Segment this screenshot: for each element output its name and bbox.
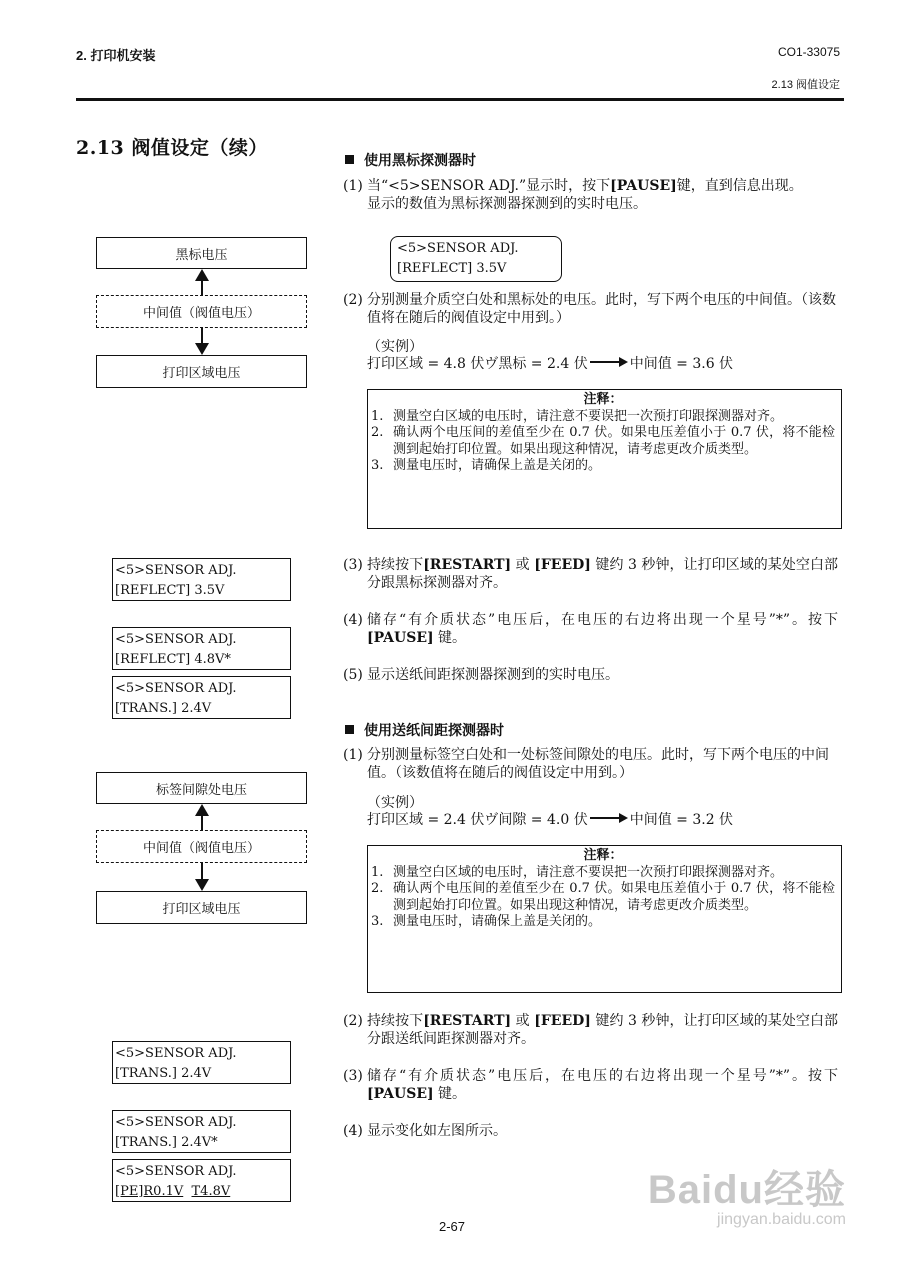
arrow-right-icon: [590, 813, 628, 823]
arrow-down-icon: [195, 328, 209, 355]
step-text: 显示送纸间距探测器探测到的实时电压。: [367, 667, 619, 683]
step-number: (4): [343, 1123, 363, 1139]
arrow-up-icon: [195, 269, 209, 295]
step-number: (1): [343, 178, 363, 194]
key-name: [FEED]: [534, 557, 591, 573]
part2-heading: [345, 720, 504, 740]
step-number: (3): [343, 1068, 363, 1084]
part1-heading: [345, 150, 476, 170]
part1-heading-text: 使用黑标探测器时: [364, 153, 476, 169]
watermark-brand: Baidu经验: [647, 1168, 846, 1212]
notes-title: 注释：: [583, 848, 623, 863]
note-text: 测量空白区域的电压时，请注意不要误把一次预打印跟探测器对齐。: [393, 864, 784, 880]
lcd-display: [112, 1159, 291, 1202]
step-number: (3): [343, 557, 363, 573]
step-text: 当“<5>SENSOR ADJ.”显示时，按下: [367, 178, 611, 194]
part2-step4: [343, 1122, 838, 1140]
lcd-display: [112, 676, 291, 719]
part1-step2: [343, 291, 838, 327]
header-rule: [76, 98, 844, 101]
step-text: 键。: [433, 1086, 467, 1102]
example-label: （实例）: [367, 795, 423, 811]
part1-step3: [343, 556, 838, 592]
step-text: 储存“有介质状态”电压后，在电压的右边将出现一个星号”*”。按下: [367, 612, 838, 628]
note-item: [371, 881, 835, 914]
lcd-display: [112, 627, 291, 670]
step-text: 显示变化如左图所示。: [367, 1123, 507, 1139]
part2-step1: [343, 746, 838, 782]
note-text: 确认两个电压间的差值至少在 0.7 伏。如果电压差值小于 0.7 伏，将不能检测到起始打印位置。如果出现这种情况，请考虑更改介质类型。: [393, 425, 835, 457]
example-right: 中间值 = 3.6 伏: [629, 356, 734, 372]
diagram1-middle-box: 中间值（阀值电压）: [96, 295, 307, 328]
lcd-line: <5>SENSOR ADJ.: [115, 1046, 237, 1061]
arrow-up-icon: [195, 804, 209, 830]
lcd-display-main: [390, 236, 562, 282]
note-item: [371, 865, 835, 882]
key-name: [PAUSE]: [610, 178, 677, 194]
step-text: 键约 3 秒钟，让打印区域的某处空白部分跟黑标探测器对齐。: [367, 557, 838, 591]
lcd-segment: T4.8V: [191, 1184, 231, 1199]
lcd-line: [REFLECT] 4.8V*: [115, 652, 231, 667]
note-number: 2.: [371, 425, 384, 440]
lcd-line: <5>SENSOR ADJ.: [397, 241, 519, 256]
key-name: [PAUSE]: [367, 630, 434, 646]
step-text: 键，直到信息出现。: [676, 178, 803, 194]
note-number: 2.: [371, 881, 384, 896]
watermark-url: jingyan.baidu.com: [717, 1211, 846, 1228]
step-text: 持续按下: [367, 1013, 424, 1029]
note-item: [371, 914, 835, 931]
example-left: 打印区域 = 2.4 伏ヴ间隙 = 4.0 伏: [367, 812, 588, 828]
example-left: 打印区域 = 4.8 伏ヴ黑标 = 2.4 伏: [367, 356, 588, 372]
note-number: 3.: [371, 458, 384, 473]
step-text: 分别测量标签空白处和一处标签间隙处的电压。此时，写下两个电压的中间值。（该数值将在随后的阀值设定中用到。）: [367, 747, 829, 781]
part2-step2: [343, 1012, 838, 1048]
note-number: 3.: [371, 914, 384, 929]
lcd-line: <5>SENSOR ADJ.: [115, 563, 237, 578]
arrow-down-icon: [195, 863, 209, 891]
section-title: 2.13 阀值设定（续）: [76, 137, 268, 159]
note-number: 1.: [371, 864, 384, 880]
lcd-line: [REFLECT] 3.5V: [115, 583, 225, 598]
bullet-square-icon: [345, 725, 354, 734]
lcd-line: <5>SENSOR ADJ.: [115, 632, 237, 647]
lcd-line: [REFLECT] 3.5V: [397, 261, 507, 276]
step-number: (5): [343, 667, 363, 683]
page-number: 2-67: [438, 1219, 466, 1234]
step-text: 显示的数值为黑标探测器探测到的实时电压。: [367, 196, 647, 212]
example-line: [367, 353, 733, 373]
notes-box: [367, 389, 842, 529]
lcd-display: [112, 1110, 291, 1153]
lcd-segment: [PE]R0.1V: [115, 1184, 184, 1199]
note-text: 确认两个电压间的差值至少在 0.7 伏。如果电压差值小于 0.7 伏，将不能检测到起始打印位置。如果出现这种情况，请考虑更改介质类型。: [393, 881, 835, 913]
note-text: 测量电压时，请确保上盖是关闭的。: [393, 458, 602, 473]
diagram1-bottom-box: 打印区域电压: [96, 355, 307, 388]
note-item: [371, 409, 835, 426]
bullet-square-icon: [345, 155, 354, 164]
diagram2-top-box: 标签间隙处电压: [96, 772, 307, 804]
note-number: 1.: [371, 408, 384, 424]
step-text: 分别测量介质空白处和黑标处的电压。此时，写下两个电压的中间值。（该数值将在随后的阀值设定中用到。）: [367, 292, 836, 326]
part1-step1: [343, 177, 838, 213]
key-name: [RESTART]: [423, 1013, 512, 1029]
section-reference: 2.13 阀值设定: [771, 79, 840, 91]
step-number: (4): [343, 612, 363, 628]
key-name: [RESTART]: [423, 557, 512, 573]
lcd-line: <5>SENSOR ADJ.: [115, 1115, 237, 1130]
part1-step5: [343, 666, 838, 684]
lcd-line: [115, 1182, 290, 1202]
diagram1-top-box: 黑标电压: [96, 237, 307, 269]
arrow-right-icon: [590, 357, 628, 367]
part1-step4: [343, 611, 838, 647]
part2-step3: [343, 1067, 838, 1103]
note-text: 测量空白区域的电压时，请注意不要误把一次预打印跟探测器对齐。: [393, 408, 784, 424]
step-text: 键约 3 秒钟，让打印区域的某处空白部分跟送纸间距探测器对齐。: [367, 1013, 838, 1047]
diagram2-bottom-box: 打印区域电压: [96, 891, 307, 924]
diagram2-middle-box: 中间值（阀值电压）: [96, 830, 307, 863]
lcd-display: [112, 1041, 291, 1084]
key-name: [FEED]: [534, 1013, 591, 1029]
step-text: 储存“有介质状态”电压后，在电压的右边将出现一个星号”*”。按下: [367, 1068, 838, 1084]
note-item: [371, 425, 835, 458]
lcd-line: <5>SENSOR ADJ.: [115, 1164, 237, 1179]
step-text: 或: [511, 1013, 535, 1029]
step-text: 持续按下: [367, 557, 424, 573]
step-number: (2): [343, 292, 363, 308]
example-label: （实例）: [367, 339, 423, 355]
lcd-line: <5>SENSOR ADJ.: [115, 681, 237, 696]
notes-title: 注释：: [583, 392, 623, 407]
chapter-header: 2. 打印机安装: [76, 48, 156, 63]
step-text: 或: [511, 557, 535, 573]
lcd-line: [TRANS.] 2.4V: [115, 701, 212, 716]
step-number: (2): [343, 1013, 363, 1029]
example-right: 中间值 = 3.2 伏: [629, 812, 734, 828]
note-item: [371, 458, 835, 475]
notes-box: [367, 845, 842, 993]
lcd-display: [112, 558, 291, 601]
lcd-line: [TRANS.] 2.4V*: [115, 1135, 218, 1150]
note-text: 测量电压时，请确保上盖是关闭的。: [393, 914, 602, 929]
key-name: [PAUSE]: [367, 1086, 434, 1102]
part2-heading-text: 使用送纸间距探测器时: [364, 723, 504, 739]
step-number: (1): [343, 747, 363, 763]
lcd-line: [TRANS.] 2.4V: [115, 1066, 212, 1081]
example-line: [367, 809, 733, 829]
step-text: 键。: [433, 630, 467, 646]
document-code: CO1-33075: [777, 45, 840, 59]
